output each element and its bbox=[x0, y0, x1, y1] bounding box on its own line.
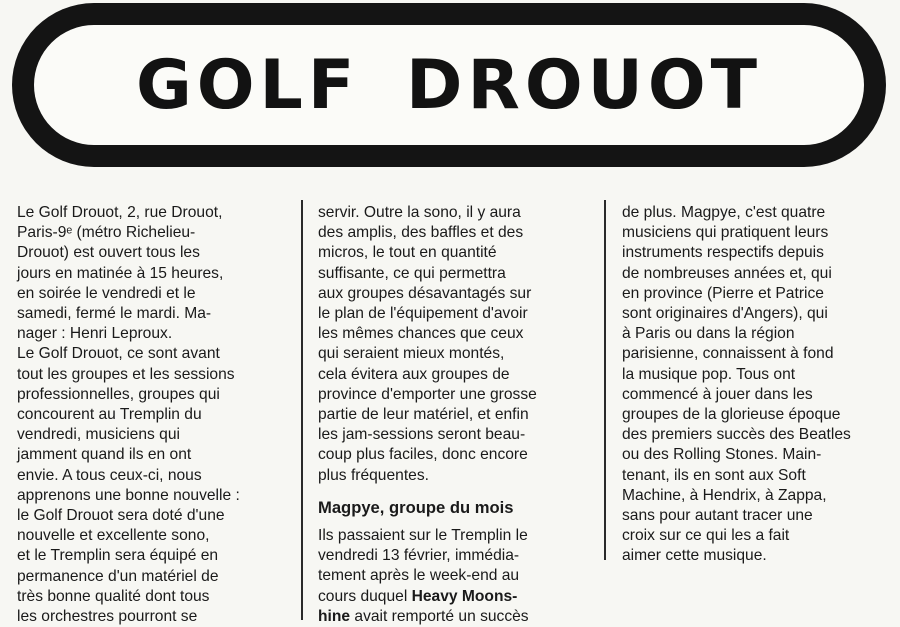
article-column-1: Le Golf Drouot, 2, rue Drouot, Paris-9ᵉ (métro Richelieu- Drouot) est ouvert tous les jours en matinée à 15 heures, en soirée le vendredi et le samedi, fermé le mardi. Ma- nager : Henri Leproux. Le Golf Drouot, ce sont avant tout les groupes et les sessions professionnelles, groupes qui concourent au Tremplin du vendredi, musiciens qui jamment quand ils en ont envie. A tous ceux-ci, nous apprenons une bonne nouvelle : le Golf Drouot sera doté d'une nouvelle et excellente sono, et le Tremplin sera équipé en permanence d'un matériel de très bonne qualité dont tous les orchestres pourront se bbox=[17, 204, 240, 626]
page-title: GOLF DROUOT bbox=[135, 45, 763, 125]
band-name: Heavy Moons- hine bbox=[318, 587, 518, 625]
section-heading: Magpye, groupe du mois bbox=[318, 497, 514, 517]
column-divider bbox=[301, 200, 303, 620]
article-column-2 bbox=[318, 203, 590, 627]
column-2-text-end: avait remporté un succès bbox=[350, 607, 529, 625]
column-divider bbox=[604, 200, 606, 560]
column-2-text-continued: Ils passaient sur le Tremplin le vendredi 13 février, immédia- tement après le week-end au cours duquel bbox=[318, 527, 528, 605]
column-2-text: servir. Outre la sono, il y aura des amplis, des baffles et des micros, le tout en quantité suffisante, ce qui permettra aux groupes désavantagés sur le plan de l'équipement d'avoir les mêmes chances que ceux qui seraient mieux montés, cela évitera aux groupes de province d'emporter une grosse partie de leur matériel, et enfin les jam-sessions seront beau- coup plus faciles, donc encore plus fréquentes. bbox=[318, 204, 537, 484]
article-column-3: de plus. Magpye, c'est quatre musiciens qui pratiquent leurs instruments respectifs depuis de nombreuses années et, qui en province (Pierre et Patrice sont originaires d'Angers), qui à Paris ou dans la région parisienne, connaissent à fond la musique pop. Tous ont commencé à jouer dans les groupes de la glorieuse époque des premiers succès des Beatles ou des Rolling Stones. Main- tenant, ils en sont aux Soft Machine, à Hendrix, à Zappa, sans pour autant tracer une croix sur ce qui les a fait aimer cette musique. bbox=[622, 204, 851, 565]
